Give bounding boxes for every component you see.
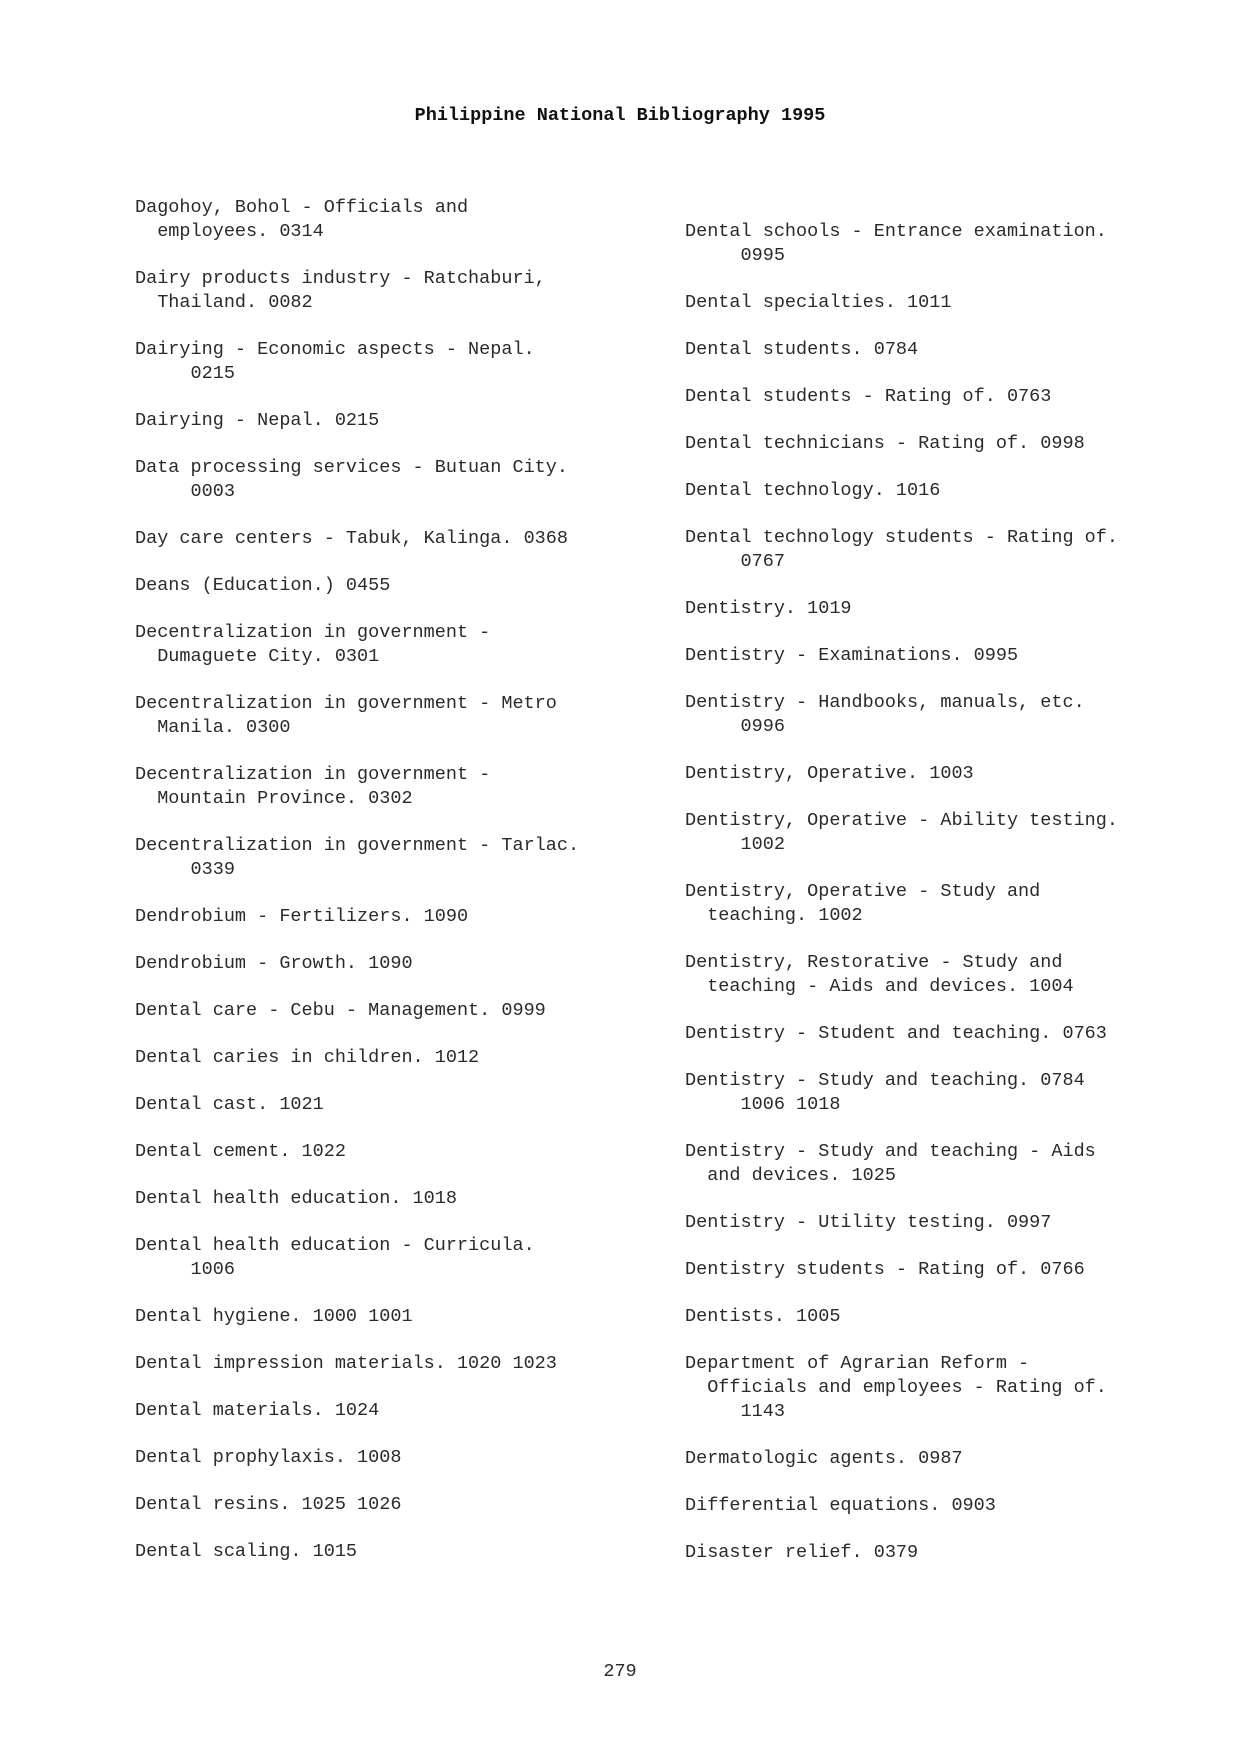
index-entry-line: Dental technology students - Rating of. — [685, 527, 1118, 548]
index-entry — [135, 267, 665, 315]
index-entry-line: Dental scaling. 1015 — [135, 1541, 358, 1562]
index-entry — [135, 527, 665, 551]
index-entry — [685, 1352, 1205, 1424]
index-entry — [685, 291, 1205, 315]
index-entry-line: employees. 0314 — [135, 221, 324, 242]
index-entry-line: Disaster relief. 0379 — [685, 1542, 919, 1563]
index-entry-line: 1006 1018 — [685, 1094, 841, 1115]
index-entry — [135, 456, 665, 504]
index-entry-line: Dentistry, Operative. 1003 — [685, 763, 974, 784]
index-entry-line: Dental schools - Entrance examination. — [685, 221, 1107, 242]
index-entry-line: Department of Agrarian Reform - — [685, 1353, 1030, 1374]
index-entry — [685, 951, 1205, 999]
index-entry — [685, 479, 1205, 503]
index-entry-line: Decentralization in government - — [135, 764, 491, 785]
index-entry — [135, 763, 665, 811]
index-entry — [685, 1069, 1205, 1117]
index-entry-line: Dentistry - Handbooks, manuals, etc. — [685, 692, 1085, 713]
index-entry-line: Dentistry - Utility testing. 0997 — [685, 1212, 1052, 1233]
index-entry — [685, 1494, 1205, 1518]
index-entry-line: 0767 — [685, 551, 785, 572]
index-entry-line: Dental materials. 1024 — [135, 1400, 380, 1421]
index-entry — [135, 1140, 665, 1164]
index-entry — [685, 597, 1205, 621]
index-entry — [135, 1352, 665, 1376]
index-entry — [685, 1022, 1205, 1046]
index-entry-line: Dentistry - Study and teaching. 0784 — [685, 1070, 1085, 1091]
index-entry — [685, 220, 1205, 268]
index-entry — [135, 409, 665, 433]
index-entry — [135, 1093, 665, 1117]
index-entry-line: Dental health education - Curricula. — [135, 1235, 535, 1256]
index-entry-line: 1006 — [135, 1259, 235, 1280]
index-entry-line: Dental cast. 1021 — [135, 1094, 324, 1115]
index-entry-line: Dendrobium - Fertilizers. 1090 — [135, 906, 469, 927]
index-entry-line: Dental health education. 1018 — [135, 1188, 457, 1209]
index-entry-line: Dental specialties. 1011 — [685, 292, 952, 313]
index-entry — [685, 880, 1205, 928]
index-entry — [685, 1140, 1205, 1188]
index-entry — [135, 952, 665, 976]
index-entry — [135, 1305, 665, 1329]
index-entry — [135, 1187, 665, 1211]
index-entry-line: Dental cement. 1022 — [135, 1141, 346, 1162]
index-entry — [685, 338, 1205, 362]
index-column-left — [135, 196, 665, 1587]
index-entry-line: Dental caries in children. 1012 — [135, 1047, 480, 1068]
index-entry-line: Dentistry - Study and teaching - Aids — [685, 1141, 1096, 1162]
index-entry-line: Dairying - Economic aspects - Nepal. — [135, 339, 535, 360]
index-entry — [685, 526, 1205, 574]
index-entry-line: Dentistry students - Rating of. 0766 — [685, 1259, 1085, 1280]
index-entry-line: Dairying - Nepal. 0215 — [135, 410, 380, 431]
index-entry — [685, 1211, 1205, 1235]
index-entry-line: Dental hygiene. 1000 1001 — [135, 1306, 413, 1327]
index-entry — [135, 1234, 665, 1282]
index-entry — [135, 692, 665, 740]
index-entry-line: 0996 — [685, 716, 785, 737]
index-entry — [685, 432, 1205, 456]
index-entry-line: Dentistry - Examinations. 0995 — [685, 645, 1019, 666]
index-entry-line: Dentistry, Restorative - Study and — [685, 952, 1063, 973]
index-entry — [685, 385, 1205, 409]
index-entry-line: Differential equations. 0903 — [685, 1495, 996, 1516]
index-entry-line: Dairy products industry - Ratchaburi, — [135, 268, 546, 289]
index-entry-line: Dental technology. 1016 — [685, 480, 941, 501]
index-entry-line: Dentists. 1005 — [685, 1306, 841, 1327]
index-entry — [135, 621, 665, 669]
index-entry — [135, 574, 665, 598]
index-entry-line: Dumaguete City. 0301 — [135, 646, 380, 667]
index-entry — [135, 1399, 665, 1423]
index-entry-line: Dermatologic agents. 0987 — [685, 1448, 963, 1469]
index-entry — [685, 762, 1205, 786]
index-entry-line: Dental resins. 1025 1026 — [135, 1494, 402, 1515]
index-entry-line: Dental technicians - Rating of. 0998 — [685, 433, 1085, 454]
index-entry-line: 0003 — [135, 481, 235, 502]
index-entry-line: Dental care - Cebu - Management. 0999 — [135, 1000, 546, 1021]
index-entry — [135, 1493, 665, 1517]
index-entry-line: Dendrobium - Growth. 1090 — [135, 953, 413, 974]
index-entry-line: 0339 — [135, 859, 235, 880]
index-entry-line: Officials and employees - Rating of. — [685, 1377, 1107, 1398]
index-entry-line: Manila. 0300 — [135, 717, 291, 738]
index-entry-line: Dagohoy, Bohol - Officials and — [135, 197, 469, 218]
index-entry-line: Dental impression materials. 1020 1023 — [135, 1353, 557, 1374]
index-entry-line: teaching - Aids and devices. 1004 — [685, 976, 1074, 997]
index-entry-line: and devices. 1025 — [685, 1165, 896, 1186]
index-entry-line: Decentralization in government - Tarlac. — [135, 835, 580, 856]
index-entry — [685, 644, 1205, 668]
index-entry-line: Mountain Province. 0302 — [135, 788, 413, 809]
index-entry-line: 1002 — [685, 834, 785, 855]
page-title: Philippine National Bibliography 1995 — [414, 105, 826, 126]
index-entry — [135, 1046, 665, 1070]
index-entry — [685, 691, 1205, 739]
index-entry-line: Dentistry - Student and teaching. 0763 — [685, 1023, 1107, 1044]
index-entry — [685, 809, 1205, 857]
page-number: 279 — [603, 1661, 637, 1682]
index-entry-line: 1143 — [685, 1401, 785, 1422]
index-entry — [135, 999, 665, 1023]
index-entry-line: Dentistry, Operative - Ability testing. — [685, 810, 1118, 831]
index-entry — [685, 1541, 1205, 1565]
index-entry-line: Dentistry, Operative - Study and — [685, 881, 1041, 902]
index-entry-line: Thailand. 0082 — [135, 292, 313, 313]
index-entry-line: 0995 — [685, 245, 785, 266]
index-entry-line: Dentistry. 1019 — [685, 598, 852, 619]
index-entry-line: Dental students - Rating of. 0763 — [685, 386, 1052, 407]
index-entry-line: Deans (Education.) 0455 — [135, 575, 391, 596]
index-entry — [685, 1447, 1205, 1471]
index-column-right — [685, 220, 1205, 1588]
index-entry-line: 0215 — [135, 363, 235, 384]
index-entry-line: Dental students. 0784 — [685, 339, 919, 360]
index-entry-line: Day care centers - Tabuk, Kalinga. 0368 — [135, 528, 568, 549]
index-entry — [135, 834, 665, 882]
index-entry — [135, 338, 665, 386]
index-entry-line: Dental prophylaxis. 1008 — [135, 1447, 402, 1468]
index-entry-line: Decentralization in government - — [135, 622, 491, 643]
index-entry — [135, 1540, 665, 1564]
index-entry — [135, 905, 665, 929]
index-entry-line: Data processing services - Butuan City. — [135, 457, 568, 478]
index-entry — [685, 1258, 1205, 1282]
index-entry — [135, 1446, 665, 1470]
index-entry — [135, 196, 665, 244]
index-entry — [685, 1305, 1205, 1329]
index-entry-line: Decentralization in government - Metro — [135, 693, 557, 714]
index-entry-line: teaching. 1002 — [685, 905, 863, 926]
